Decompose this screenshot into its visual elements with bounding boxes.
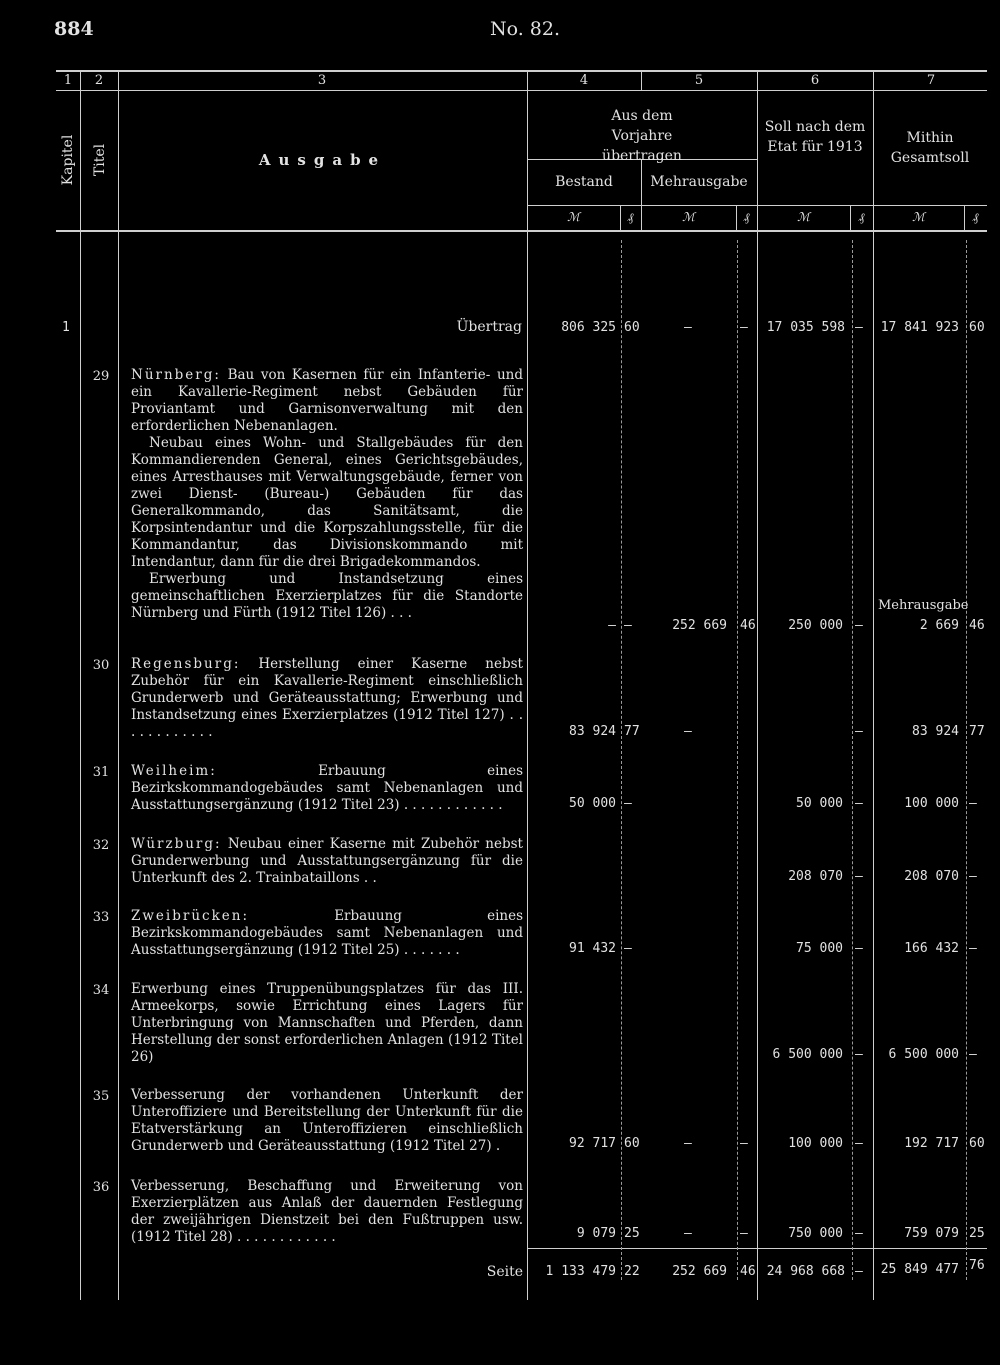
row-mehr: — bbox=[684, 1226, 692, 1241]
row-soll-pf: — bbox=[855, 724, 863, 739]
pf-dash-6 bbox=[852, 240, 853, 1280]
row-soll: 250 000 bbox=[788, 618, 843, 633]
row-gesamt-pf: 46 bbox=[969, 618, 985, 633]
row-soll-pf: — bbox=[855, 869, 863, 884]
row-soll-pf: — bbox=[855, 1136, 863, 1151]
seite-gesamt-pf: 76 bbox=[969, 1258, 985, 1273]
row-description bbox=[131, 981, 523, 1066]
header-bottom-rule bbox=[56, 230, 987, 232]
row-gesamt: 83 924 bbox=[912, 724, 959, 739]
row-soll: 6 500 000 bbox=[772, 1047, 843, 1062]
col-number-4: 4 bbox=[579, 73, 589, 88]
row-text: Erwerbung eines Truppenübungsplatzes für das III. Armeekorps, sowie Errichtung eines Lagers für Unterbringung von Mannschaften und Pferden, dann Herstellung der sonst erforderlichen Anlagen (1912 Titel 26) bbox=[131, 981, 523, 1065]
row-bestand: 83 924 bbox=[569, 724, 616, 739]
seite-mehr: 252 669 bbox=[672, 1264, 727, 1279]
row-gesamt-pf: — bbox=[969, 796, 977, 811]
col-divider-4 bbox=[641, 70, 642, 90]
uebertrag-gesamt-pf: 60 bbox=[969, 320, 985, 335]
titel-number: 34 bbox=[92, 983, 110, 998]
seite-soll-pf: — bbox=[855, 1264, 863, 1279]
col-divider-6 bbox=[873, 70, 874, 1300]
col-divider-2 bbox=[118, 70, 119, 1300]
row-place: Nürnberg: bbox=[131, 367, 221, 383]
row-soll: 750 000 bbox=[788, 1226, 843, 1241]
row-soll: 100 000 bbox=[788, 1136, 843, 1151]
row-gesamt-pf: — bbox=[969, 941, 977, 956]
col-number-3: 3 bbox=[317, 73, 327, 88]
col-divider-3 bbox=[527, 70, 528, 1300]
row-bestand: — bbox=[608, 618, 616, 633]
uebertrag-mehr-pf: — bbox=[740, 320, 748, 335]
row-bestand-pf: — bbox=[624, 796, 632, 811]
seite-mehr-pf: 46 bbox=[740, 1264, 756, 1279]
row-text: Erbauung eines Bezirkskommandogebäudes samt Nebenanlagen und Ausstattungsergänzung (1912 Titel 25) . . . . . . . bbox=[131, 908, 523, 958]
row-gesamt: 2 669 bbox=[919, 618, 959, 633]
header-bestand: Bestand bbox=[555, 174, 613, 190]
pf-dash-7 bbox=[966, 240, 967, 1280]
row-description bbox=[131, 763, 523, 814]
row-mehr-pf: — bbox=[740, 1136, 748, 1151]
table-top-rule bbox=[56, 70, 987, 72]
row-soll: 208 070 bbox=[788, 869, 843, 884]
col-number-2: 2 bbox=[94, 73, 104, 88]
header-vorjahr: Aus dem Vorjahre übertragen bbox=[602, 108, 682, 164]
pf-dash-5 bbox=[737, 240, 738, 1280]
seite-label: Seite bbox=[486, 1264, 523, 1280]
row-text: Herstellung einer Kaserne nebst Zubehör für ein Kavallerie-Regiment einschließlich Grunderwerb und Geräteausstattung; Erwerbung und Instandsetzung eines Exerzierplatzes (1912 Titel 127) . . . . . . . . . . . . bbox=[131, 656, 523, 740]
row-bestand-pf: — bbox=[624, 941, 632, 956]
header-kapitel: Kapitel bbox=[60, 134, 76, 186]
row-text: Erbauung eines Bezirkskommandogebäudes samt Nebenanlagen und Ausstattungsergänzung (1912 Titel 23) . . . . . . . . . . . . bbox=[131, 763, 523, 813]
row-bestand-pf: 60 bbox=[624, 1136, 640, 1151]
header-ausgabe: Ausgabe bbox=[258, 151, 387, 169]
row-bestand-pf: — bbox=[624, 618, 632, 633]
col-number-5: 5 bbox=[694, 73, 704, 88]
page-title: No. 82. bbox=[490, 18, 561, 40]
uebertrag-kapitel: 1 bbox=[62, 320, 70, 335]
col-number-6: 6 bbox=[810, 73, 820, 88]
unit-pf-6: ₰ bbox=[858, 210, 865, 224]
col-divider-5 bbox=[757, 70, 758, 1300]
page-number: 884 bbox=[54, 18, 94, 40]
seite-bestand: 1 133 479 bbox=[545, 1264, 616, 1279]
row-soll-pf: — bbox=[855, 796, 863, 811]
row-text: Bau von Kasernen für ein Infanterie- und ein Kavallerie-Regiment nebst Gebäuden für Proviantamt und Garnisonverwaltung mit den erforderlichen Nebenanlagen. bbox=[131, 367, 523, 434]
row-place: Regensburg: bbox=[131, 656, 241, 672]
row-text: Verbesserung, Beschaffung und Erweiterung von Exerzierplätzen aus Anlaß der dauernden Festlegung der zweijährigen Dienstzeit bei den Fußtruppen usw. (1912 Titel 28) . . . . . . . . . . . . bbox=[131, 1178, 523, 1245]
row-gesamt: 192 717 bbox=[904, 1136, 959, 1151]
seite-gesamt: 25 849 477 bbox=[880, 1262, 959, 1277]
row-mehr: 252 669 bbox=[672, 618, 727, 633]
row-bestand: 92 717 bbox=[569, 1136, 616, 1151]
row-place: Weilheim: bbox=[131, 763, 217, 779]
row-description bbox=[131, 1087, 523, 1155]
unit-mark-6: ℳ bbox=[797, 210, 810, 224]
row-soll: 50 000 bbox=[796, 796, 843, 811]
col-number-1: 1 bbox=[63, 73, 73, 88]
header-soll: Soll nach dem Etat für 1913 bbox=[764, 119, 866, 155]
unit-pf-4: ₰ bbox=[627, 210, 634, 224]
seite-bestand-pf: 22 bbox=[624, 1264, 640, 1279]
row-place: Zweibrücken: bbox=[131, 908, 250, 924]
seite-soll: 24 968 668 bbox=[766, 1264, 845, 1279]
row-bestand: 91 432 bbox=[569, 941, 616, 956]
uebertrag-bestand-pf: 60 bbox=[624, 320, 640, 335]
column-number-rule bbox=[56, 90, 987, 91]
row-bestand-pf: 25 bbox=[624, 1226, 640, 1241]
row-soll-pf: — bbox=[855, 1226, 863, 1241]
titel-number: 31 bbox=[92, 765, 110, 780]
row-gesamt: 759 079 bbox=[904, 1226, 959, 1241]
row-text: Verbesserung der vorhandenen Unterkunft der Unteroffiziere und Bereitstellung der Unterkunft für die Etatverstärkung an Unteroffizieren einschließlich Grunderwerb und Geräteausstattung (1912 Titel 27) . bbox=[131, 1087, 523, 1154]
row-bestand-pf: 77 bbox=[624, 724, 640, 739]
row-gesamt-pf: — bbox=[969, 869, 977, 884]
row-gesamt: 166 432 bbox=[904, 941, 959, 956]
row-description bbox=[131, 656, 523, 741]
row-bestand: 9 079 bbox=[576, 1226, 616, 1241]
unit-pf-7: ₰ bbox=[972, 210, 979, 224]
row-gesamt-pf: 60 bbox=[969, 1136, 985, 1151]
row-gesamt: 208 070 bbox=[904, 869, 959, 884]
row-gesamt: 100 000 bbox=[904, 796, 959, 811]
titel-number: 29 bbox=[92, 369, 110, 384]
uebertrag-soll-pf: — bbox=[855, 320, 863, 335]
row-mehr: — bbox=[684, 1136, 692, 1151]
row-gesamt-pf: 25 bbox=[969, 1226, 985, 1241]
uebertrag-gesamt: 17 841 923 bbox=[880, 320, 959, 335]
row-text: Neubau einer Kaserne mit Zubehör nebst Grunderwerbung und Ausstattungsergänzung für die Unterkunft des 2. Trainbataillons . . bbox=[131, 836, 523, 886]
row-bestand: 50 000 bbox=[569, 796, 616, 811]
row-gesamt: 6 500 000 bbox=[888, 1047, 959, 1062]
header-mehrausgabe: Mehrausgabe bbox=[650, 174, 748, 190]
row-soll-pf: — bbox=[855, 1047, 863, 1062]
row-gesamt-pf: — bbox=[969, 1047, 977, 1062]
header-gesamtsoll: Mithin Gesamtsoll bbox=[890, 130, 970, 166]
pf-dash-4 bbox=[621, 240, 622, 1280]
unit-mark-4: ℳ bbox=[567, 210, 580, 224]
uebertrag-label: Übertrag bbox=[456, 319, 522, 335]
row-description bbox=[131, 1178, 523, 1246]
row-soll-pf: — bbox=[855, 941, 863, 956]
row-gesamt-pf: 77 bbox=[969, 724, 985, 739]
unit-mark-5: ℳ bbox=[682, 210, 695, 224]
row-place: Würzburg: bbox=[131, 836, 222, 852]
titel-number: 30 bbox=[92, 658, 110, 673]
row-gesamt-note: Mehrausgabe bbox=[878, 598, 969, 613]
row-soll-pf: — bbox=[855, 618, 863, 633]
titel-number: 32 bbox=[92, 838, 110, 853]
col-divider-1 bbox=[80, 70, 81, 1300]
titel-number: 33 bbox=[92, 910, 110, 925]
unit-pf-5: ₰ bbox=[743, 210, 750, 224]
row-text-3: Erwerbung und Instandsetzung eines gemeinschaftlichen Exerzierplatzes für die Standorte Nürnberg und Fürth (1912 Titel 126) . . . bbox=[131, 571, 523, 621]
uebertrag-soll: 17 035 598 bbox=[766, 320, 845, 335]
row-description bbox=[131, 836, 523, 887]
header-titel: Titel bbox=[92, 143, 108, 177]
uebertrag-mehr: — bbox=[684, 320, 692, 335]
row-text-2: Neubau eines Wohn- und Stallgebäudes für den Kommandierenden General, eines Gerichtsgebäudes, eines Arresthauses mit Verwaltungsgebäude, ferner von zwei Dienst- (Bureau-) Gebäuden für das Generalkommando, das Sanitätsamt, die Korpsintendantur und die Korpszahlungsstelle, für die Kommandantur, das Divisionskommando mit Intendantur, dann für die drei Brigadekommandos. bbox=[131, 435, 523, 570]
col-number-7: 7 bbox=[926, 73, 936, 88]
row-description bbox=[131, 908, 523, 959]
row-mehr: — bbox=[684, 724, 692, 739]
titel-number: 35 bbox=[92, 1089, 110, 1104]
titel-number: 36 bbox=[92, 1180, 110, 1195]
row-mehr-pf: 46 bbox=[740, 618, 756, 633]
row-mehr-pf: — bbox=[740, 1226, 748, 1241]
uebertrag-bestand: 806 325 bbox=[561, 320, 616, 335]
row-description bbox=[131, 367, 523, 622]
unit-mark-7: ℳ bbox=[912, 210, 925, 224]
row-soll: 75 000 bbox=[796, 941, 843, 956]
